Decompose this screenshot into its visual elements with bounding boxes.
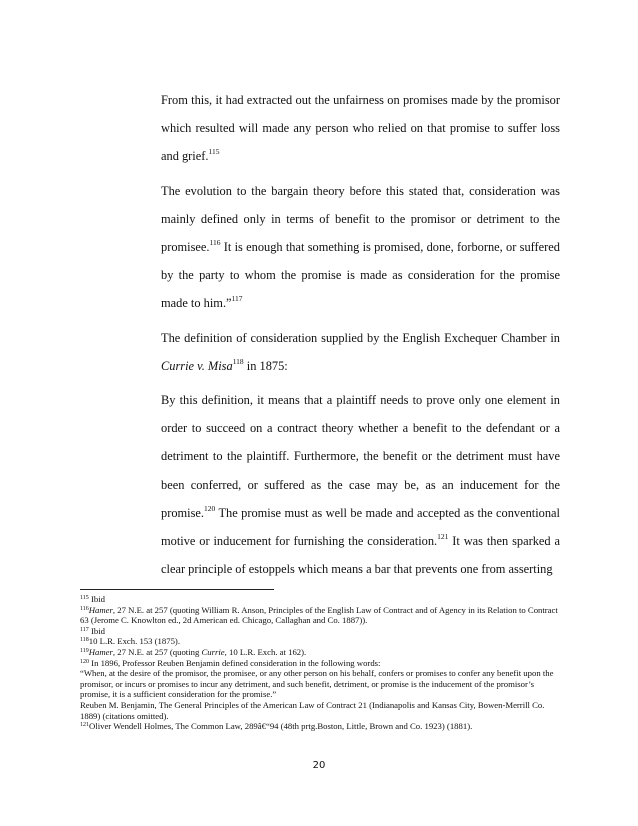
- footnote-number: 116: [80, 605, 89, 612]
- footnote-text: Ibid: [88, 625, 105, 636]
- paragraph-1: [161, 86, 560, 171]
- footnote-number: 120: [80, 658, 89, 665]
- paragraph-2-text-a: The evolution to the bargain theory before this stated that, consideration was mainly defined only in terms of benefit to the promisor or detriment to the promisee.: [161, 183, 560, 255]
- paragraph-4: [161, 386, 560, 583]
- footnote-separator: [80, 589, 274, 590]
- footnote-text: Oliver Wendell Holmes, The Common Law, 289â€“94 (48th prtg.Boston, Little, Brown and Co. 1923) (1881).: [89, 721, 473, 732]
- footnote-ref-116[interactable]: 116: [209, 238, 221, 248]
- footnote-number: 119: [80, 647, 89, 654]
- footnote-121: [80, 721, 560, 732]
- footnote-120: [80, 658, 560, 669]
- footnote-italic: Currie: [201, 646, 225, 657]
- paragraph-4-text-a: By this definition, it means that a plaintiff needs to prove only one element in order to succeed on a contract theory whether a benefit to the defendant or a detriment to the plaintiff. Furthermore, the benefit or the detriment must have been conferred, or suffered as the case may be, as an inducement for the promise.: [161, 393, 560, 520]
- footnote-119: [80, 647, 560, 658]
- footnote-115: [80, 594, 560, 605]
- footnote-text: Ibid: [88, 594, 105, 604]
- paragraph-3-text-b: in 1875:: [243, 358, 288, 373]
- paragraph-3: [161, 324, 560, 380]
- footnote-ref-121[interactable]: 121: [437, 532, 449, 542]
- footnote-number: 117: [80, 626, 89, 633]
- footnote-ref-117[interactable]: 117: [231, 294, 243, 304]
- footnote-italic: Hamer: [88, 646, 113, 657]
- footnote-text: In 1896, Professor Reuben Benjamin defined consideration in the following words:: [89, 657, 381, 668]
- footnote-number: 115: [80, 595, 89, 601]
- paragraph-2: [161, 177, 560, 318]
- page-number: 20: [312, 760, 326, 771]
- footnote-ref-115[interactable]: 115: [208, 147, 220, 157]
- footnote-120-source: Reuben M. Benjamin, The General Principles of the American Law of Contract 21 (Indianapolis and Kansas City, Bowen-Merrill Co. 1889) (citations omitted).: [80, 699, 545, 721]
- footnotes: [80, 594, 560, 732]
- footnote-text: , 27 N.E. at 257 (quoting: [112, 646, 202, 657]
- footnote-117: [80, 626, 560, 637]
- paragraph-2-text-b: It is enough that something is promised, done, forborne, or suffered by the party to whom the promise is made as consideration for the promise made to him.”: [161, 240, 560, 311]
- footnote-116: [80, 605, 560, 626]
- paragraph-4-text-b: The promise must as well be made and accepted as the conventional motive or inducement for furnishing the consideration.: [161, 505, 560, 549]
- footnote-number: 118: [80, 637, 89, 644]
- paragraph-4-text-c: It was then sparked a clear principle of estoppels which means a bar that prevents one from asserting: [161, 534, 560, 577]
- footnote-text: 10 L.R. Exch. 153 (1875).: [88, 636, 180, 647]
- footnote-text: , 10 L.R. Exch. at 162).: [224, 646, 307, 657]
- footnote-ref-120[interactable]: 120: [204, 503, 216, 513]
- footnote-italic: Hamer: [88, 604, 113, 615]
- paragraph-3-text-a: The definition of consideration supplied by the English Exchequer Chamber in: [161, 330, 560, 345]
- footnote-number: 121: [80, 722, 89, 729]
- case-name: Currie v. Misa: [161, 358, 233, 373]
- footnote-120-quote: “When, at the desire of the promisor, the promisee, or any other person on his behalf, confers or promises to confer any benefit upon the promisor, or incurs or promises to incur any detriment, and such benefit, detriment, or promise is the inducement of the promisor’s promise, it is a sufficient consideration for the promise.”: [80, 668, 554, 700]
- footnote-ref-118[interactable]: 118: [232, 356, 244, 366]
- body-text: [161, 86, 560, 589]
- footnote-118: [80, 636, 560, 647]
- footnote-text: , 27 N.E. at 257 (quoting William R. Anson, Principles of the English Law of Contract and of Agency in its Relation to Contract 63 (Jerome C. Knowlton ed., 2d American ed. Chicago, Callaghan and Co. 1887)).: [80, 604, 558, 626]
- paragraph-1-text: From this, it had extracted out the unfairness on promises made by the promisor which resulted will made any person who relied on that promise to suffer loss and grief.: [161, 93, 560, 164]
